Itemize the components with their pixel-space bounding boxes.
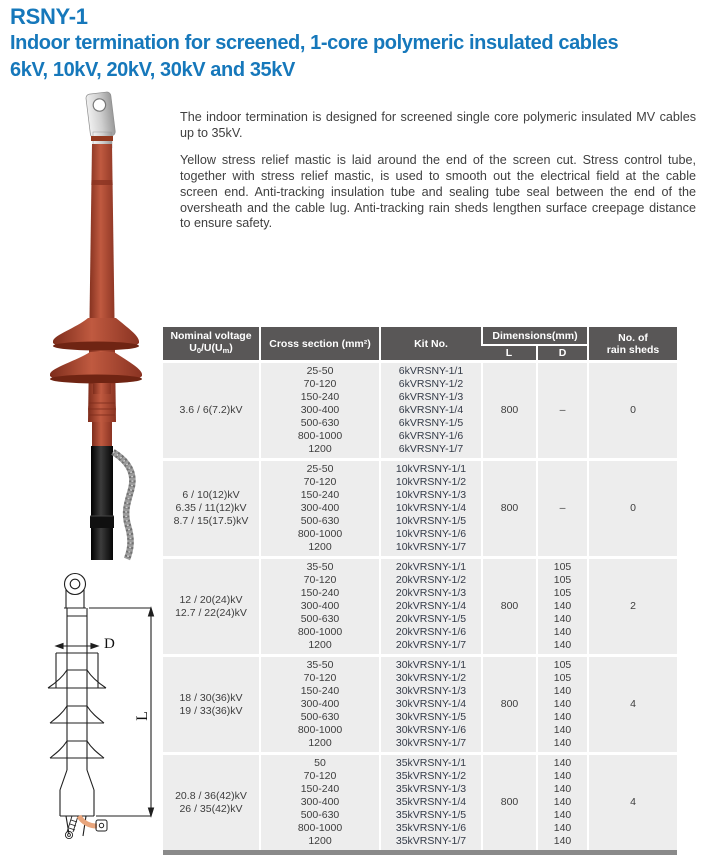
description-section xyxy=(180,110,696,232)
cable-oversheath xyxy=(91,446,113,560)
table-row xyxy=(163,362,677,460)
cell-dim-d: 105 105 105 140 140 140 140 xyxy=(537,558,588,656)
cell-cross-sections: 35-50 70-120 150-240 300-400 500-630 800-1000 1200 xyxy=(260,656,380,754)
header-kit-no: Kit No. xyxy=(380,327,482,362)
header-dim-d: D xyxy=(537,345,588,362)
drawing-tube xyxy=(67,608,87,770)
cell-dim-d: – xyxy=(537,460,588,558)
cell-kit-nos: 10kVRSNY-1/1 10kVRSNY-1/2 10kVRSNY-1/3 10kVRSNY-1/4 10kVRSNY-1/5 10kVRSNY-1/6 10kVRSNY-1/7 xyxy=(380,460,482,558)
table-row xyxy=(163,754,677,853)
description-paragraph-2: Yellow stress relief mastic is laid around the end of the screen cut. Stress control tube, together with stress relief mastic, is used to smooth out the electrical field at the cable screen end. Anti-tracking insulation tube and sealing tube seal between the end of the oversheath and the cable lug. Anti-tracking rain sheds lengthen surface creepage distance to ensure safety. xyxy=(180,153,696,231)
cell-rain-sheds: 4 xyxy=(588,754,677,853)
cable-lug xyxy=(86,92,116,139)
tube-collar xyxy=(91,136,113,141)
termination-photo xyxy=(30,92,162,560)
cell-dim-d: 105 105 140 140 140 140 140 xyxy=(537,656,588,754)
page-title: Indoor termination for screened, 1-core polymeric insulated cables xyxy=(10,32,619,54)
cell-kit-nos: 20kVRSNY-1/1 20kVRSNY-1/2 20kVRSNY-1/3 20kVRSNY-1/4 20kVRSNY-1/5 20kVRSNY-1/6 20kVRSNY-1/7 xyxy=(380,558,482,656)
cell-nominal-voltage: 6 / 10(12)kV 6.35 / 11(12)kV 8.7 / 15(17.5)kV xyxy=(163,460,260,558)
cable-joint xyxy=(90,516,114,528)
cell-rain-sheds: 0 xyxy=(588,362,677,460)
cell-dim-l: 800 xyxy=(482,460,537,558)
dimension-d xyxy=(56,644,98,649)
cell-dim-d: – xyxy=(537,362,588,460)
table-row xyxy=(163,558,677,656)
cell-nominal-voltage: 20.8 / 36(42)kV 26 / 35(42)kV xyxy=(163,754,260,853)
drawing-wire-lug xyxy=(96,820,107,831)
product-code-title: RSNY-1 xyxy=(10,4,88,29)
cell-rain-sheds: 0 xyxy=(588,460,677,558)
shed-neck xyxy=(93,383,111,395)
spec-table-body xyxy=(163,362,677,853)
header-dim-l: L xyxy=(482,345,537,362)
cell-cross-sections: 35-50 70-120 150-240 300-400 500-630 800-1000 1200 xyxy=(260,558,380,656)
termination-drawing xyxy=(20,558,160,840)
title-block xyxy=(10,4,700,84)
cell-kit-nos: 30kVRSNY-1/1 30kVRSNY-1/2 30kVRSNY-1/3 30kVRSNY-1/4 30kVRSNY-1/5 30kVRSNY-1/6 30kVRSNY-1/7 xyxy=(380,656,482,754)
page-title-voltages: 6kV, 10kV, 20kV, 30kV and 35kV xyxy=(10,59,295,81)
cell-dim-l: 800 xyxy=(482,754,537,853)
table-row xyxy=(163,656,677,754)
dimension-l-label: L xyxy=(134,711,151,721)
drawing-rain-sheds xyxy=(48,670,106,758)
cell-nominal-voltage: 12 / 20(24)kV 12.7 / 22(24)kV xyxy=(163,558,260,656)
description-paragraph-1: The indoor termination is designed for screened single core polymeric insulated MV cables up to 35kV. xyxy=(180,110,696,140)
drawing-base-tube xyxy=(60,770,94,816)
drawing-earth-wire xyxy=(79,816,97,826)
cell-cross-sections: 25-50 70-120 150-240 300-400 500-630 800-1000 1200 xyxy=(260,362,380,460)
cell-kit-nos: 35kVRSNY-1/1 35kVRSNY-1/2 35kVRSNY-1/3 35kVRSNY-1/4 35kVRSNY-1/5 35kVRSNY-1/6 35kVRSNY-1/7 xyxy=(380,754,482,853)
drawing-earth-braid xyxy=(65,816,78,839)
header-cross-section: Cross section (mm²) xyxy=(260,327,380,362)
cell-kit-nos: 6kVRSNY-1/1 6kVRSNY-1/2 6kVRSNY-1/3 6kVRSNY-1/4 6kVRSNY-1/5 6kVRSNY-1/6 6kVRSNY-1/7 xyxy=(380,362,482,460)
spec-table-header xyxy=(163,327,677,362)
drawing-lug-ring xyxy=(65,574,86,595)
stress-control-bulge xyxy=(88,394,116,422)
cell-rain-sheds: 4 xyxy=(588,656,677,754)
cell-nominal-voltage: 3.6 / 6(7.2)kV xyxy=(163,362,260,460)
cell-dim-l: 800 xyxy=(482,362,537,460)
cell-dim-d: 140 140 140 140 140 140 140 xyxy=(537,754,588,853)
cell-cross-sections: 25-50 70-120 150-240 300-400 500-630 800-1000 1200 xyxy=(260,460,380,558)
cell-rain-sheds: 2 xyxy=(588,558,677,656)
sealing-tube xyxy=(92,422,112,448)
spec-table xyxy=(163,327,677,855)
cell-dim-l: 800 xyxy=(482,558,537,656)
earth-braid xyxy=(113,452,132,559)
cell-nominal-voltage: 18 / 30(36)kV 19 / 33(36)kV xyxy=(163,656,260,754)
table-row xyxy=(163,460,677,558)
cell-dim-l: 800 xyxy=(482,656,537,754)
header-rain-sheds: No. of rain sheds xyxy=(588,327,677,362)
header-dimensions: Dimensions(mm) xyxy=(482,327,588,345)
tube-joint xyxy=(91,180,112,185)
header-nominal-voltage: Nominal voltage $U_0/U(U_m)$ xyxy=(163,327,260,362)
cell-cross-sections: 50 70-120 150-240 300-400 500-630 800-1000 1200 xyxy=(260,754,380,853)
dimension-d-label: D xyxy=(104,636,115,652)
